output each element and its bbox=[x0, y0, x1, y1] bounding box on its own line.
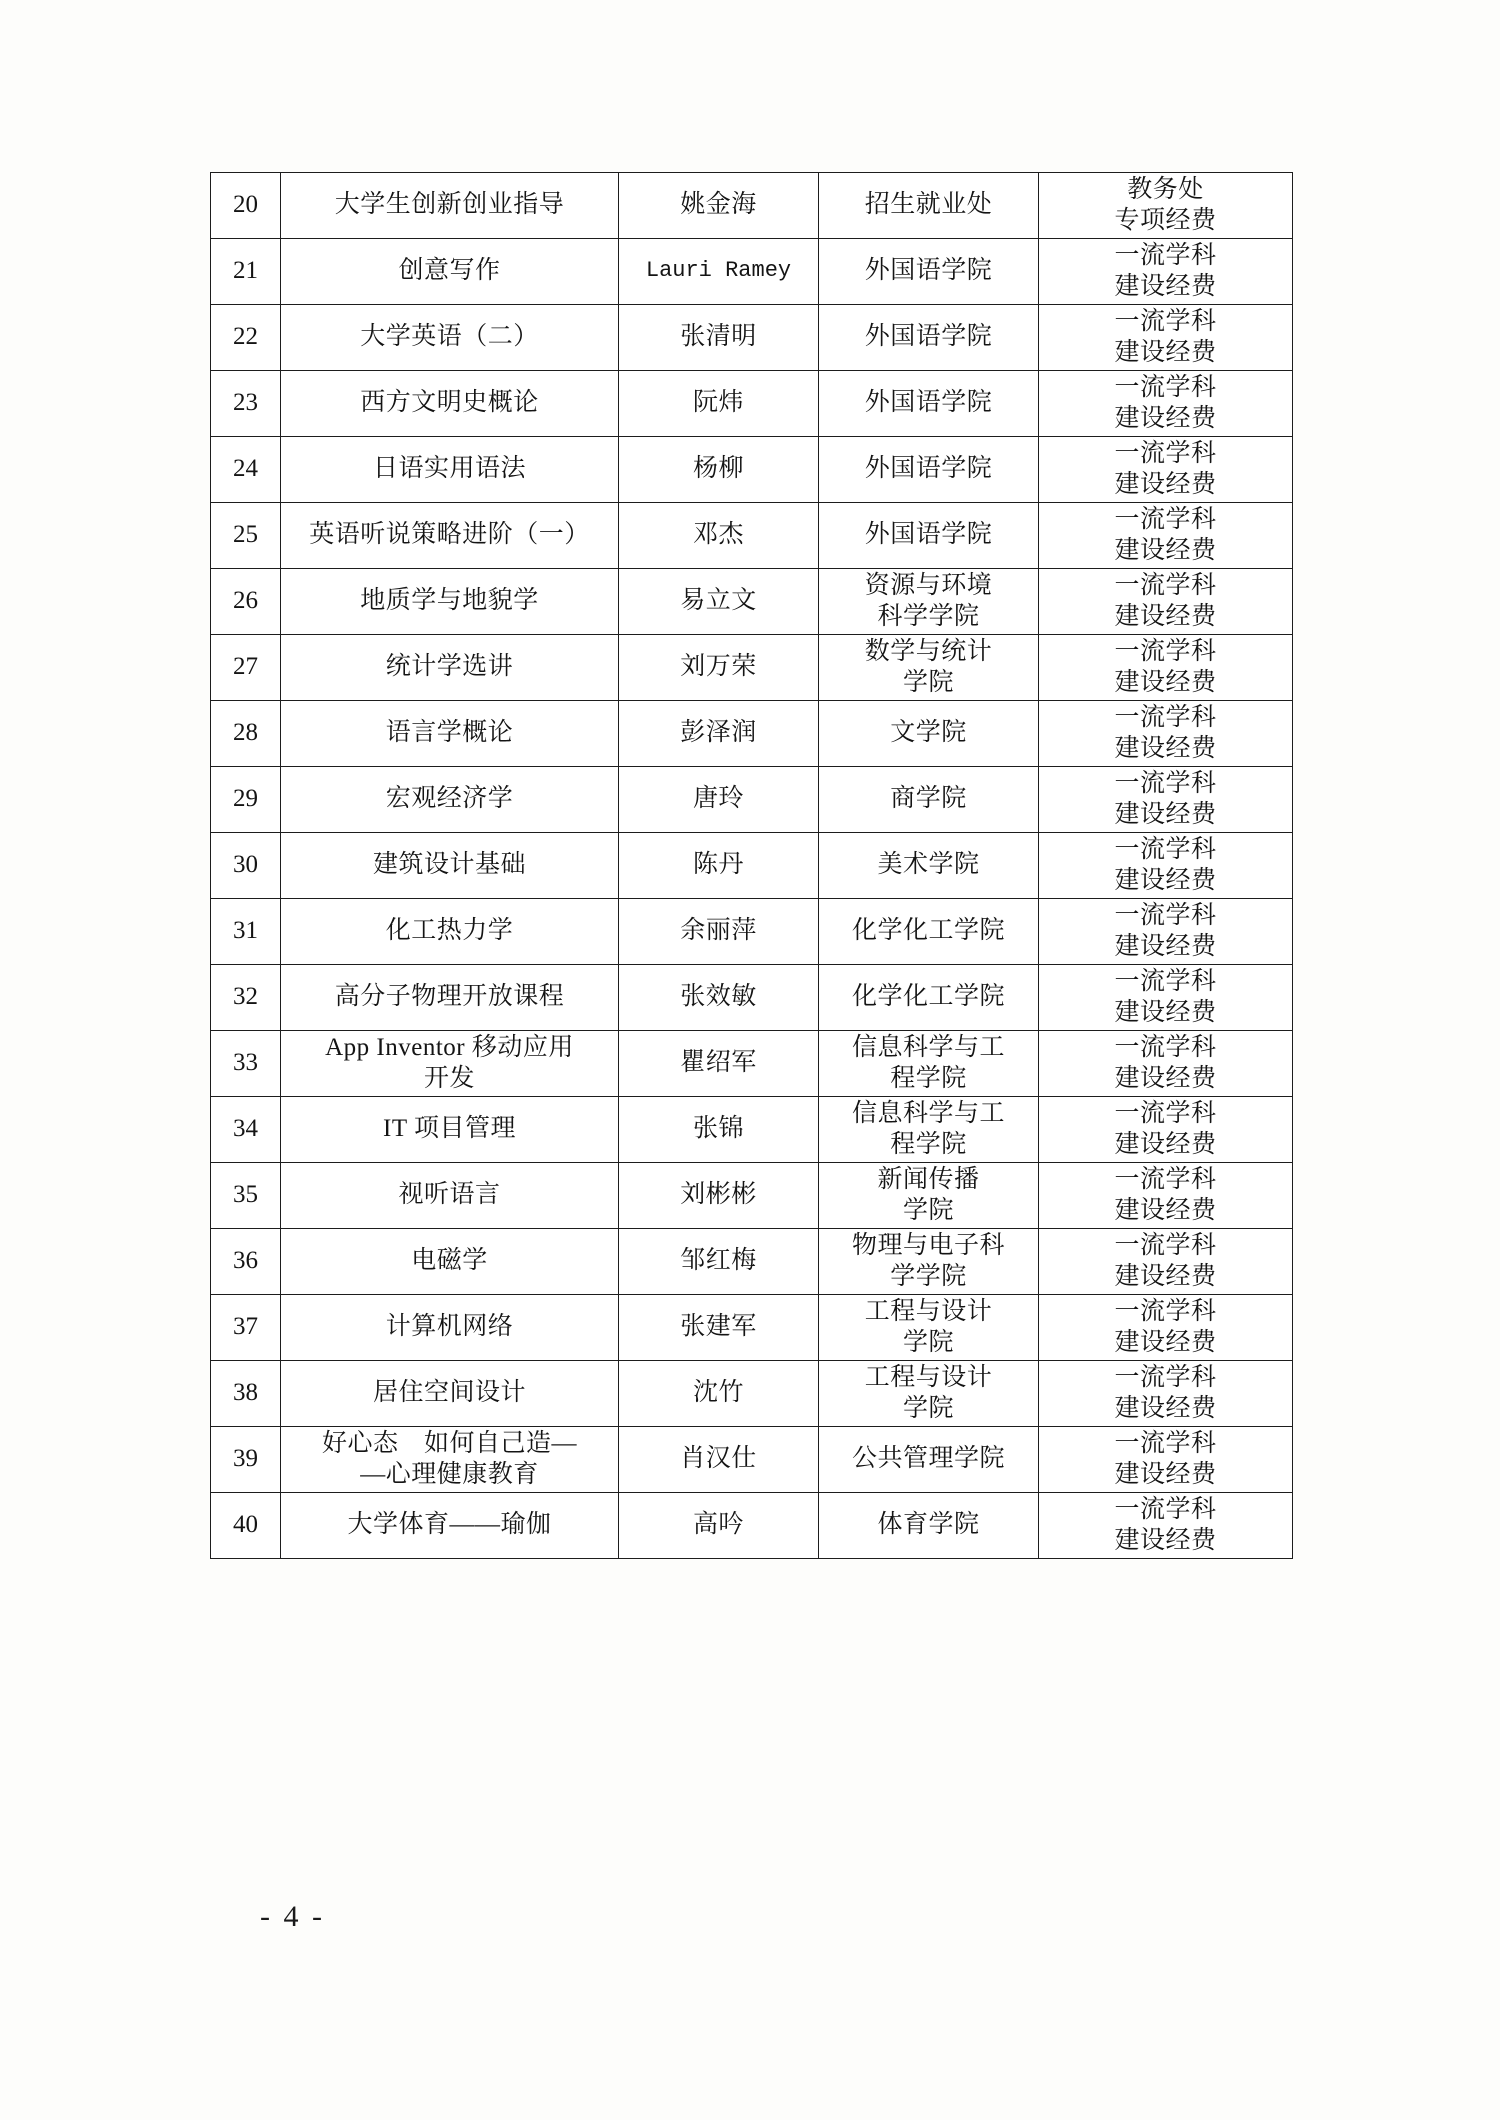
department-line-1: 工程与设计 bbox=[864, 1364, 993, 1391]
table-row bbox=[211, 1295, 1293, 1361]
funding-line-1: 一流学科 bbox=[1114, 902, 1217, 929]
department-line-1: 外国语学院 bbox=[864, 521, 993, 549]
department-line-1: 信息科学与工 bbox=[851, 1100, 1005, 1127]
cell-funding-source bbox=[1039, 965, 1293, 1031]
table-row bbox=[211, 1493, 1293, 1559]
funding-line-2: 建设经费 bbox=[1114, 1196, 1217, 1224]
cell-teacher-name: Lauri Ramey bbox=[619, 239, 819, 305]
department-line-2: 学院 bbox=[902, 1394, 954, 1422]
table-row bbox=[211, 1031, 1293, 1097]
department-line-2: 程学院 bbox=[890, 1130, 967, 1158]
cell-funding-source bbox=[1039, 239, 1293, 305]
cell-course-name bbox=[281, 1361, 619, 1427]
cell-funding-source bbox=[1039, 503, 1293, 569]
table-row bbox=[211, 437, 1293, 503]
course-name-line-1: 西方文明史概论 bbox=[360, 389, 539, 417]
cell-course-name bbox=[281, 569, 619, 635]
department-line-1: 资源与环境 bbox=[864, 572, 993, 599]
cell-funding-source bbox=[1039, 173, 1293, 239]
course-name-line-1: 语言学概论 bbox=[385, 719, 514, 747]
cell-course-name bbox=[281, 1493, 619, 1559]
course-name-line-1: 电磁学 bbox=[411, 1247, 488, 1275]
course-name-line-1: 创意写作 bbox=[398, 257, 501, 285]
funding-line-2: 建设经费 bbox=[1114, 602, 1217, 630]
department-line-1: 公共管理学院 bbox=[851, 1445, 1005, 1473]
cell-funding-source bbox=[1039, 1097, 1293, 1163]
department-line-1: 数学与统计 bbox=[864, 638, 993, 665]
table-row bbox=[211, 569, 1293, 635]
cell-funding-source bbox=[1039, 569, 1293, 635]
table-row bbox=[211, 1229, 1293, 1295]
cell-teacher-name: 阮炜 bbox=[619, 371, 819, 437]
cell-course-name bbox=[281, 305, 619, 371]
cell-teacher-name: 刘万荣 bbox=[619, 635, 819, 701]
funding-line-1: 一流学科 bbox=[1114, 968, 1217, 995]
cell-serial-number: 36 bbox=[211, 1229, 281, 1295]
funding-line-1: 一流学科 bbox=[1114, 440, 1217, 467]
course-name-line-2: —心理健康教育 bbox=[360, 1460, 539, 1488]
cell-teacher-name: 瞿绍军 bbox=[619, 1031, 819, 1097]
cell-funding-source bbox=[1039, 1295, 1293, 1361]
funding-line-2: 建设经费 bbox=[1114, 338, 1217, 366]
course-name-line-1: 建筑设计基础 bbox=[372, 851, 526, 879]
table-row bbox=[211, 503, 1293, 569]
course-name-line-1: 大学体育——瑜伽 bbox=[347, 1511, 552, 1539]
funding-line-2: 专项经费 bbox=[1114, 206, 1217, 234]
cell-course-name bbox=[281, 1097, 619, 1163]
funding-line-2: 建设经费 bbox=[1114, 932, 1217, 960]
cell-teacher-name: 邓杰 bbox=[619, 503, 819, 569]
cell-department bbox=[819, 371, 1039, 437]
cell-serial-number: 40 bbox=[211, 1493, 281, 1559]
table-row bbox=[211, 1163, 1293, 1229]
cell-department bbox=[819, 1427, 1039, 1493]
cell-serial-number: 22 bbox=[211, 305, 281, 371]
cell-course-name bbox=[281, 1163, 619, 1229]
cell-course-name bbox=[281, 767, 619, 833]
cell-course-name bbox=[281, 503, 619, 569]
cell-serial-number: 35 bbox=[211, 1163, 281, 1229]
department-line-1: 招生就业处 bbox=[864, 191, 993, 219]
department-line-1: 工程与设计 bbox=[864, 1298, 993, 1325]
funding-line-1: 一流学科 bbox=[1114, 308, 1217, 335]
cell-course-name bbox=[281, 1427, 619, 1493]
department-line-1: 新闻传播 bbox=[877, 1166, 980, 1193]
table-body bbox=[211, 173, 1293, 1559]
cell-funding-source bbox=[1039, 1493, 1293, 1559]
course-name-line-1: IT 项目管理 bbox=[383, 1115, 516, 1143]
department-line-1: 外国语学院 bbox=[864, 455, 993, 483]
course-list-table bbox=[210, 172, 1293, 1559]
cell-course-name bbox=[281, 635, 619, 701]
cell-serial-number: 24 bbox=[211, 437, 281, 503]
cell-teacher-name: 易立文 bbox=[619, 569, 819, 635]
cell-funding-source bbox=[1039, 899, 1293, 965]
table-row bbox=[211, 1097, 1293, 1163]
funding-line-2: 建设经费 bbox=[1114, 1526, 1217, 1554]
course-name-line-1: 高分子物理开放课程 bbox=[334, 983, 565, 1011]
cell-course-name bbox=[281, 701, 619, 767]
course-name-line-1: 地质学与地貌学 bbox=[360, 587, 539, 615]
department-line-1: 商学院 bbox=[890, 785, 967, 813]
cell-funding-source bbox=[1039, 767, 1293, 833]
cell-funding-source bbox=[1039, 1229, 1293, 1295]
department-line-1: 体育学院 bbox=[877, 1511, 980, 1539]
cell-serial-number: 39 bbox=[211, 1427, 281, 1493]
funding-line-2: 建设经费 bbox=[1114, 470, 1217, 498]
table-row bbox=[211, 371, 1293, 437]
cell-teacher-name: 余丽萍 bbox=[619, 899, 819, 965]
cell-department bbox=[819, 503, 1039, 569]
cell-teacher-name: 邹红梅 bbox=[619, 1229, 819, 1295]
cell-teacher-name: 彭泽润 bbox=[619, 701, 819, 767]
cell-serial-number: 30 bbox=[211, 833, 281, 899]
cell-teacher-name: 唐玲 bbox=[619, 767, 819, 833]
funding-line-2: 建设经费 bbox=[1114, 1262, 1217, 1290]
table-row bbox=[211, 899, 1293, 965]
funding-line-2: 建设经费 bbox=[1114, 668, 1217, 696]
cell-course-name bbox=[281, 833, 619, 899]
funding-line-2: 建设经费 bbox=[1114, 404, 1217, 432]
funding-line-2: 建设经费 bbox=[1114, 1460, 1217, 1488]
cell-teacher-name: 张锦 bbox=[619, 1097, 819, 1163]
funding-line-2: 建设经费 bbox=[1114, 866, 1217, 894]
course-name-line-1: 居住空间设计 bbox=[372, 1379, 526, 1407]
cell-serial-number: 34 bbox=[211, 1097, 281, 1163]
cell-department bbox=[819, 899, 1039, 965]
course-name-line-1: 英语听说策略进阶（一） bbox=[309, 521, 590, 549]
cell-funding-source bbox=[1039, 833, 1293, 899]
department-line-2: 学院 bbox=[902, 1328, 954, 1356]
funding-line-2: 建设经费 bbox=[1114, 998, 1217, 1026]
cell-course-name bbox=[281, 1031, 619, 1097]
cell-teacher-name: 沈竹 bbox=[619, 1361, 819, 1427]
cell-teacher-name: 张清明 bbox=[619, 305, 819, 371]
cell-funding-source bbox=[1039, 1163, 1293, 1229]
table-row bbox=[211, 965, 1293, 1031]
cell-teacher-name: 张建军 bbox=[619, 1295, 819, 1361]
department-line-1: 外国语学院 bbox=[864, 323, 993, 351]
course-name-line-2: 开发 bbox=[423, 1064, 475, 1092]
table-row bbox=[211, 635, 1293, 701]
funding-line-2: 建设经费 bbox=[1114, 1064, 1217, 1092]
funding-line-2: 建设经费 bbox=[1114, 734, 1217, 762]
cell-course-name bbox=[281, 173, 619, 239]
cell-funding-source bbox=[1039, 1427, 1293, 1493]
funding-line-1: 一流学科 bbox=[1114, 770, 1217, 797]
funding-line-2: 建设经费 bbox=[1114, 1394, 1217, 1422]
table-row bbox=[211, 305, 1293, 371]
cell-department bbox=[819, 569, 1039, 635]
funding-line-2: 建设经费 bbox=[1114, 272, 1217, 300]
cell-serial-number: 38 bbox=[211, 1361, 281, 1427]
table-row bbox=[211, 1361, 1293, 1427]
cell-serial-number: 33 bbox=[211, 1031, 281, 1097]
cell-funding-source bbox=[1039, 635, 1293, 701]
funding-line-2: 建设经费 bbox=[1114, 1130, 1217, 1158]
cell-department bbox=[819, 437, 1039, 503]
department-line-1: 信息科学与工 bbox=[851, 1034, 1005, 1061]
department-line-1: 文学院 bbox=[890, 719, 967, 747]
funding-line-1: 一流学科 bbox=[1114, 1496, 1217, 1523]
cell-department bbox=[819, 767, 1039, 833]
cell-department bbox=[819, 965, 1039, 1031]
funding-line-1: 一流学科 bbox=[1114, 242, 1217, 269]
cell-course-name bbox=[281, 965, 619, 1031]
funding-line-2: 建设经费 bbox=[1114, 536, 1217, 564]
funding-line-1: 教务处 bbox=[1127, 176, 1204, 203]
course-name-line-1: 大学英语（二） bbox=[360, 323, 539, 351]
cell-department bbox=[819, 173, 1039, 239]
table-row bbox=[211, 833, 1293, 899]
cell-serial-number: 25 bbox=[211, 503, 281, 569]
cell-serial-number: 21 bbox=[211, 239, 281, 305]
cell-course-name bbox=[281, 239, 619, 305]
cell-funding-source bbox=[1039, 701, 1293, 767]
cell-serial-number: 28 bbox=[211, 701, 281, 767]
department-line-2: 学院 bbox=[902, 1196, 954, 1224]
funding-line-1: 一流学科 bbox=[1114, 1430, 1217, 1457]
cell-serial-number: 27 bbox=[211, 635, 281, 701]
funding-line-2: 建设经费 bbox=[1114, 1328, 1217, 1356]
cell-department bbox=[819, 1295, 1039, 1361]
cell-course-name bbox=[281, 899, 619, 965]
cell-serial-number: 26 bbox=[211, 569, 281, 635]
course-name-line-1: App Inventor 移动应用 bbox=[325, 1034, 574, 1061]
funding-line-1: 一流学科 bbox=[1114, 1034, 1217, 1061]
cell-funding-source bbox=[1039, 305, 1293, 371]
department-line-1: 化学化工学院 bbox=[851, 917, 1005, 945]
funding-line-1: 一流学科 bbox=[1114, 572, 1217, 599]
table-row bbox=[211, 173, 1293, 239]
funding-line-1: 一流学科 bbox=[1114, 704, 1217, 731]
cell-teacher-name: 刘彬彬 bbox=[619, 1163, 819, 1229]
department-line-2: 科学学院 bbox=[877, 602, 980, 630]
cell-funding-source bbox=[1039, 437, 1293, 503]
course-name-line-1: 计算机网络 bbox=[385, 1313, 514, 1341]
cell-funding-source bbox=[1039, 371, 1293, 437]
funding-line-1: 一流学科 bbox=[1114, 836, 1217, 863]
cell-serial-number: 29 bbox=[211, 767, 281, 833]
cell-department bbox=[819, 1097, 1039, 1163]
department-line-1: 物理与电子科 bbox=[851, 1232, 1005, 1259]
department-line-2: 学学院 bbox=[890, 1262, 967, 1290]
table-row bbox=[211, 767, 1293, 833]
cell-teacher-name: 肖汉仕 bbox=[619, 1427, 819, 1493]
cell-serial-number: 23 bbox=[211, 371, 281, 437]
funding-line-1: 一流学科 bbox=[1114, 1166, 1217, 1193]
cell-department bbox=[819, 833, 1039, 899]
cell-serial-number: 32 bbox=[211, 965, 281, 1031]
cell-course-name bbox=[281, 371, 619, 437]
cell-teacher-name: 姚金海 bbox=[619, 173, 819, 239]
cell-department bbox=[819, 239, 1039, 305]
funding-line-1: 一流学科 bbox=[1114, 1364, 1217, 1391]
funding-line-2: 建设经费 bbox=[1114, 800, 1217, 828]
funding-line-1: 一流学科 bbox=[1114, 1298, 1217, 1325]
cell-department bbox=[819, 701, 1039, 767]
department-line-2: 学院 bbox=[902, 668, 954, 696]
department-line-1: 化学化工学院 bbox=[851, 983, 1005, 1011]
course-name-line-1: 宏观经济学 bbox=[385, 785, 514, 813]
cell-teacher-name: 杨柳 bbox=[619, 437, 819, 503]
cell-funding-source bbox=[1039, 1031, 1293, 1097]
cell-department bbox=[819, 1229, 1039, 1295]
cell-department bbox=[819, 635, 1039, 701]
funding-line-1: 一流学科 bbox=[1114, 1100, 1217, 1127]
cell-serial-number: 20 bbox=[211, 173, 281, 239]
course-name-line-1: 大学生创新创业指导 bbox=[334, 191, 565, 219]
cell-department bbox=[819, 1361, 1039, 1427]
course-name-line-1: 日语实用语法 bbox=[372, 455, 526, 483]
funding-line-1: 一流学科 bbox=[1114, 374, 1217, 401]
page-number: - 4 - bbox=[260, 1900, 325, 1933]
cell-department bbox=[819, 1163, 1039, 1229]
course-name-line-1: 统计学选讲 bbox=[385, 653, 514, 681]
table-row bbox=[211, 239, 1293, 305]
table-row bbox=[211, 1427, 1293, 1493]
cell-department bbox=[819, 1031, 1039, 1097]
cell-teacher-name: 陈丹 bbox=[619, 833, 819, 899]
department-line-1: 外国语学院 bbox=[864, 389, 993, 417]
table-row bbox=[211, 701, 1293, 767]
course-name-line-1: 化工热力学 bbox=[385, 917, 514, 945]
cell-serial-number: 31 bbox=[211, 899, 281, 965]
cell-funding-source bbox=[1039, 1361, 1293, 1427]
funding-line-1: 一流学科 bbox=[1114, 638, 1217, 665]
cell-teacher-name: 张效敏 bbox=[619, 965, 819, 1031]
funding-line-1: 一流学科 bbox=[1114, 506, 1217, 533]
department-line-2: 程学院 bbox=[890, 1064, 967, 1092]
course-name-line-1: 好心态 如何自己造— bbox=[321, 1430, 577, 1457]
department-line-1: 美术学院 bbox=[877, 851, 980, 879]
cell-department bbox=[819, 1493, 1039, 1559]
cell-teacher-name: 高吟 bbox=[619, 1493, 819, 1559]
cell-serial-number: 37 bbox=[211, 1295, 281, 1361]
cell-course-name bbox=[281, 1229, 619, 1295]
funding-line-1: 一流学科 bbox=[1114, 1232, 1217, 1259]
course-name-line-1: 视听语言 bbox=[398, 1181, 501, 1209]
cell-course-name bbox=[281, 1295, 619, 1361]
department-line-1: 外国语学院 bbox=[864, 257, 993, 285]
cell-department bbox=[819, 305, 1039, 371]
cell-course-name bbox=[281, 437, 619, 503]
